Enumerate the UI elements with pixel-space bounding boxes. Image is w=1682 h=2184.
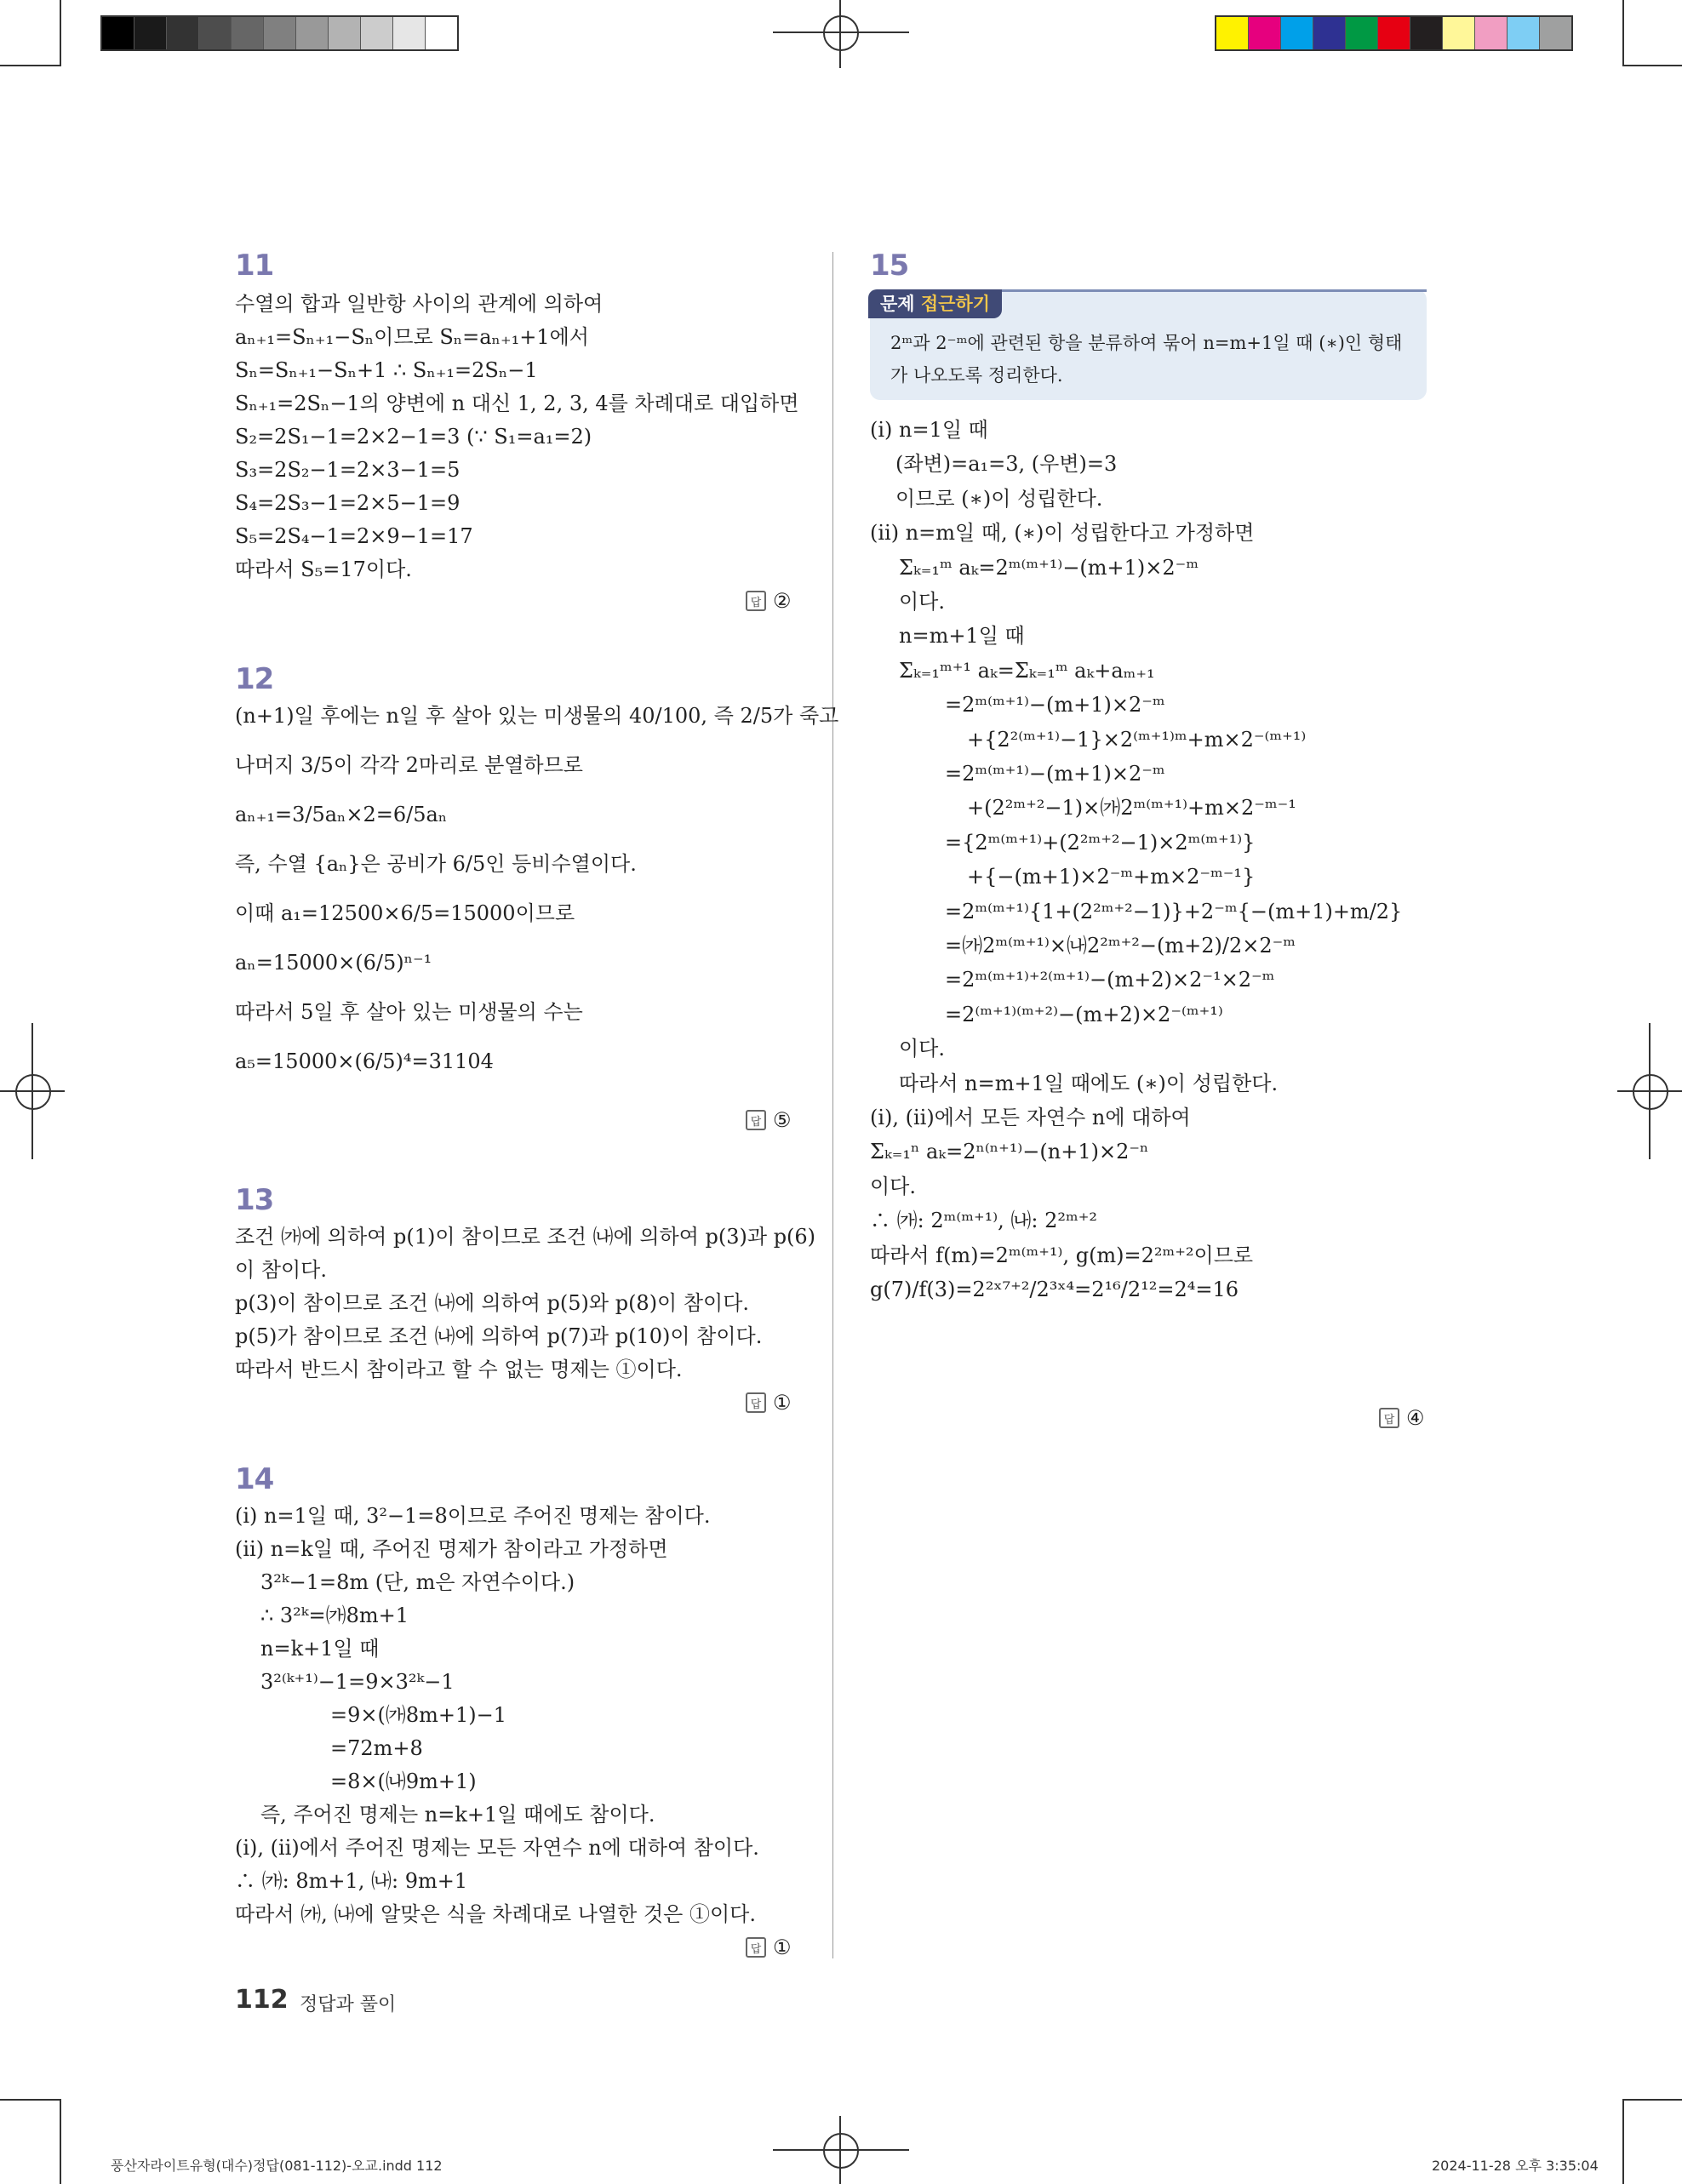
color-swatch	[1443, 17, 1475, 49]
answer-value: ④	[1406, 1406, 1425, 1430]
answer-value: ②	[773, 589, 792, 613]
solution-line: (ⅱ) n=k일 때, 주어진 명제가 참이라고 가정하면	[235, 1537, 668, 1561]
solution-line: (n+1)일 후에는 n일 후 살아 있는 미생물의 40/100, 즉 2/5가 죽고	[235, 704, 839, 728]
solution-line: (ⅰ), (ⅱ)에서 주어진 명제는 모든 자연수 n에 대하여 참이다.	[235, 1836, 759, 1860]
registration-mark-line	[31, 1023, 33, 1159]
solution-line: 수열의 합과 일반항 사이의 관계에 의하여	[235, 292, 604, 316]
solution-line: 따라서 5일 후 살아 있는 미생물의 수는	[235, 1000, 583, 1024]
color-swatch	[1346, 17, 1378, 49]
crop-mark	[60, 0, 61, 65]
color-swatch	[134, 17, 167, 49]
registration-mark-line	[839, 0, 841, 68]
color-swatch	[1281, 17, 1313, 49]
page-number: 112	[235, 1985, 289, 2015]
color-swatch	[1410, 17, 1443, 49]
solution-line: Sₙ=Sₙ₊₁−Sₙ+1 ∴ Sₙ₊₁=2Sₙ−1	[235, 358, 538, 382]
solution-line: ∴ 3²ᵏ=㈎8m+1	[260, 1604, 409, 1627]
solution-line: =2ᵐ⁽ᵐ⁺¹⁾⁺²⁽ᵐ⁺¹⁾−(m+2)×2⁻¹×2⁻ᵐ	[945, 968, 1275, 992]
color-swatch	[167, 17, 199, 49]
solution-line: 이때 a₁=12500×6/5=15000이므로	[235, 901, 575, 925]
solution-line: p(5)가 참이므로 조건 ㈏에 의하여 p(7)과 p(10)이 참이다.	[235, 1324, 763, 1348]
solution-line: p(3)이 참이므로 조건 ㈏에 의하여 p(5)와 p(8)이 참이다.	[235, 1291, 750, 1315]
solution-line: +{2²⁽ᵐ⁺¹⁾−1}×2⁽ᵐ⁺¹⁾ᵐ+m×2⁻⁽ᵐ⁺¹⁾	[967, 727, 1307, 752]
answer-icon: 답	[746, 1392, 766, 1413]
registration-mark	[823, 15, 859, 51]
problem-number: 14	[235, 1462, 274, 1496]
solution-line: 따라서 n=m+1일 때에도 (∗)이 성립한다.	[899, 1071, 1279, 1095]
solution-line: 이다.	[899, 1037, 945, 1061]
color-swatch	[1249, 17, 1281, 49]
answer-icon: 답	[1379, 1408, 1399, 1428]
color-swatch	[264, 17, 296, 49]
solution-line: (좌변)=a₁=3, (우변)=3	[895, 452, 1118, 477]
color-swatch	[1216, 17, 1249, 49]
registration-mark-line	[773, 2149, 909, 2151]
crop-mark	[60, 2099, 61, 2184]
solution-line: Σₖ₌₁ⁿ aₖ=2ⁿ⁽ⁿ⁺¹⁾−(n+1)×2⁻ⁿ	[870, 1140, 1149, 1164]
color-swatch	[1540, 17, 1571, 49]
solution-line: +{−(m+1)×2⁻ᵐ+m×2⁻ᵐ⁻¹}	[967, 865, 1256, 889]
solution-line: (ⅱ) n=m일 때, (∗)이 성립한다고 가정하면	[870, 521, 1255, 546]
registration-mark	[823, 2133, 859, 2169]
solution-line: a₅=15000×(6/5)⁴=31104	[235, 1049, 494, 1073]
registration-mark-line	[1649, 1023, 1651, 1159]
solution-line: +(2²ᵐ⁺²−1)×㈎2ᵐ⁽ᵐ⁺¹⁾+m×2⁻ᵐ⁻¹	[967, 796, 1296, 820]
solution-line: (ⅰ), (ⅱ)에서 모든 자연수 n에 대하여	[870, 1106, 1191, 1129]
approach-text: 2ᵐ과 2⁻ᵐ에 관련된 항을 분류하여 묶어 n=m+1일 때 (∗)인 형태가 나오도록 정리한다.	[890, 333, 1403, 386]
column-divider	[832, 252, 833, 1958]
problem-number: 12	[235, 662, 274, 696]
solution-line: S₃=2S₂−1=2×3−1=5	[235, 458, 461, 482]
answer-marker	[746, 589, 792, 613]
registration-mark-line	[773, 31, 909, 33]
color-swatch	[232, 17, 264, 49]
color-swatch	[329, 17, 361, 49]
registration-mark	[1633, 1074, 1668, 1110]
answer-icon: 답	[746, 1937, 766, 1958]
solution-line: ={2ᵐ⁽ᵐ⁺¹⁾+(2²ᵐ⁺²−1)×2ᵐ⁽ᵐ⁺¹⁾}	[945, 830, 1256, 855]
solution-line: =2ᵐ⁽ᵐ⁺¹⁾{1+(2²ᵐ⁺²−1)}+2⁻ᵐ{−(m+1)+m/2}	[945, 899, 1403, 923]
approach-tag	[868, 289, 1002, 318]
color-swatch	[1313, 17, 1346, 49]
answer-icon: 답	[746, 1110, 766, 1130]
solution-line: 따라서 반드시 참이라고 할 수 없는 명제는 ①이다.	[235, 1358, 683, 1381]
solution-line: 나머지 3/5이 각각 2마리로 분열하므로	[235, 753, 583, 777]
problem-number: 15	[870, 249, 909, 283]
solution-line: S₅=2S₄−1=2×9−1=17	[235, 524, 473, 548]
solution-line: 따라서 S₅=17이다.	[235, 557, 412, 581]
solution-line: 조건 ㈎에 의하여 p(1)이 참이므로 조건 ㈏에 의하여 p(3)과 p(6)	[235, 1225, 816, 1249]
color-swatch	[296, 17, 329, 49]
color-swatch	[1475, 17, 1508, 49]
color-swatch	[1508, 17, 1540, 49]
solution-line: =8×(㈏9m+1)	[330, 1769, 477, 1793]
crop-mark	[0, 2099, 61, 2101]
solution-line: (ⅰ) n=1일 때, 3²−1=8이므로 주어진 명제는 참이다.	[235, 1504, 711, 1528]
solution-line: 즉, 주어진 명제는 n=k+1일 때에도 참이다.	[260, 1803, 655, 1827]
problem-number: 11	[235, 249, 274, 283]
answer-marker	[1379, 1406, 1425, 1430]
page-label: 정답과 풀이	[300, 1994, 397, 2015]
solution-line: 이 참이다.	[235, 1258, 327, 1282]
solution-line: Sₙ₊₁=2Sₙ−1의 양변에 n 대신 1, 2, 3, 4를 차례대로 대입하면	[235, 392, 799, 415]
solution-line: 따라서 f(m)=2ᵐ⁽ᵐ⁺¹⁾, g(m)=2²ᵐ⁺²이므로	[870, 1243, 1254, 1267]
crop-mark	[1622, 2099, 1682, 2101]
crop-mark	[1622, 2099, 1624, 2184]
color-swatch	[1378, 17, 1410, 49]
solution-line: =72m+8	[330, 1736, 423, 1760]
crop-mark	[0, 65, 61, 66]
timestamp-slug: 2024-11-28 오후 3:35:04	[1432, 2158, 1599, 2174]
approach-tag-highlight: 접근하기	[920, 294, 991, 314]
color-swatch	[393, 17, 426, 49]
solution-line: 따라서 ㈎, ㈏에 알맞은 식을 차례대로 나열한 것은 ①이다.	[235, 1902, 756, 1926]
answer-value: ①	[773, 1935, 792, 1959]
solution-line: =2⁽ᵐ⁺¹⁾⁽ᵐ⁺²⁾−(m+2)×2⁻⁽ᵐ⁺¹⁾	[945, 1002, 1223, 1026]
registration-mark-line	[839, 2116, 841, 2184]
answer-value: ⑤	[773, 1108, 792, 1132]
approach-box	[870, 289, 1427, 400]
solution-line: n=k+1일 때	[260, 1637, 380, 1661]
problem-number: 13	[235, 1183, 274, 1217]
solution-line: (ⅰ) n=1일 때	[870, 418, 988, 442]
crop-mark	[1622, 0, 1624, 65]
color-swatch	[199, 17, 232, 49]
solution-line: aₙ=15000×(6/5)ⁿ⁻¹	[235, 951, 432, 975]
solution-line: aₙ₊₁=3/5aₙ×2=6/5aₙ	[235, 803, 448, 826]
crop-mark	[1622, 65, 1682, 66]
solution-line: aₙ₊₁=Sₙ₊₁−Sₙ이므로 Sₙ=aₙ₊₁+1에서	[235, 325, 589, 349]
answer-icon: 답	[746, 591, 766, 611]
solution-line: =2ᵐ⁽ᵐ⁺¹⁾−(m+1)×2⁻ᵐ	[945, 762, 1165, 786]
color-swatch	[426, 17, 457, 49]
solution-line: Σₖ₌₁ᵐ aₖ=2ᵐ⁽ᵐ⁺¹⁾−(m+1)×2⁻ᵐ	[899, 555, 1199, 580]
solution-line: 즉, 수열 {aₙ}은 공비가 6/5인 등비수열이다.	[235, 852, 637, 876]
solution-line: n=m+1일 때	[899, 624, 1025, 649]
grayscale-color-bar	[100, 15, 459, 51]
solution-line: 3²⁽ᵏ⁺¹⁾−1=9×3²ᵏ−1	[260, 1670, 455, 1694]
solution-line: S₄=2S₃−1=2×5−1=9	[235, 491, 461, 515]
answer-value: ①	[773, 1391, 792, 1415]
solution-line: 이다.	[870, 1174, 916, 1198]
registration-mark	[15, 1074, 51, 1110]
solution-line: S₂=2S₁−1=2×2−1=3 (∵ S₁=a₁=2)	[235, 425, 592, 449]
answer-marker	[746, 1391, 792, 1415]
solution-line: ∴ ㈎: 2ᵐ⁽ᵐ⁺¹⁾, ㈏: 2²ᵐ⁺²	[870, 1209, 1097, 1233]
answer-marker	[746, 1108, 792, 1132]
solution-line: ∴ ㈎: 8m+1, ㈏: 9m+1	[235, 1869, 468, 1893]
solution-line: =9×(㈎8m+1)−1	[330, 1703, 506, 1727]
solution-line: 이다.	[899, 590, 945, 614]
solution-line: g(7)/f(3)=2²ˣ⁷⁺²/2³ˣ⁴=2¹⁶/2¹²=2⁴=16	[870, 1278, 1239, 1301]
process-color-bar	[1215, 15, 1573, 51]
solution-line: 이므로 (∗)이 성립한다.	[895, 486, 1103, 511]
solution-line: =㈎2ᵐ⁽ᵐ⁺¹⁾×㈏2²ᵐ⁺²−(m+2)/2×2⁻ᵐ	[945, 934, 1296, 958]
file-slug: 풍산자라이트유형(대수)정답(081-112)-오교.indd 112	[111, 2158, 443, 2174]
color-swatch	[102, 17, 134, 49]
solution-line: 3²ᵏ−1=8m (단, m은 자연수이다.)	[260, 1570, 575, 1594]
color-swatch	[361, 17, 393, 49]
solution-line: =2ᵐ⁽ᵐ⁺¹⁾−(m+1)×2⁻ᵐ	[945, 693, 1165, 718]
answer-marker	[746, 1935, 792, 1959]
approach-tag-label: 문제	[880, 294, 915, 314]
solution-line: Σₖ₌₁ᵐ⁺¹ aₖ=Σₖ₌₁ᵐ aₖ+aₘ₊₁	[899, 658, 1155, 683]
